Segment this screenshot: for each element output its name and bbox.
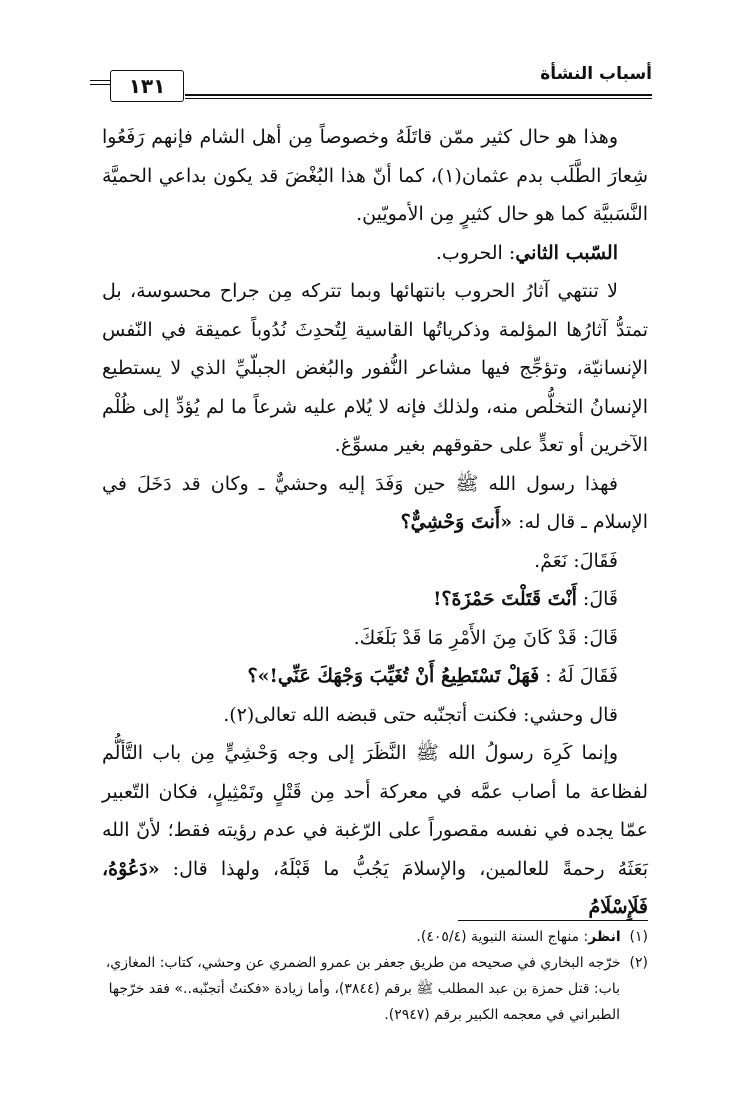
dialogue-line: فَقَالَ: نَعَمْ.: [534, 549, 618, 572]
paragraph: [102, 234, 648, 273]
dialogue-speaker: فَقَالَ لَهُ :: [539, 665, 618, 687]
footnote-number: (١): [629, 929, 648, 945]
footnote: [102, 924, 648, 950]
hadith-quote: فَهَلْ تَسْتَطِيعُ أَنْ تُغَيِّبَ وَجْهَكَ عَنِّي!»؟: [247, 665, 540, 687]
paragraph: [102, 734, 648, 927]
dialogue-line: [102, 580, 648, 619]
dialogue-line: قَالَ: قَدْ كَانَ مِنَ الأَمْرِ مَا قَدْ بَلَغَكَ.: [353, 626, 618, 649]
footnote-label: انظر: [588, 929, 621, 945]
paragraph: [102, 465, 648, 542]
dialogue-line: [102, 657, 648, 696]
section-label: السّبب الثاني: [515, 241, 618, 264]
narration-text: وإنما كَرِهَ رسولُ الله ﷺ النَّظَرَ إلى وجه وَحْشِيٍّ مِن باب التَّألُّم لفظاعة ما أصاب عمَّه في معركة أحد مِن قَتْلٍ وتَمْثِيلٍ، فكان التّعبير عمّا يجده في نفسه مقصوراً على الرّغبة في عدم رؤيته فقط؛ لأنّ الله بَعَثَهُ رحمةً للعالمين، والإسلامَ يَجُبُّ ما قَبْلَهُ، ولهذا قال:: [102, 742, 648, 880]
running-header: [90, 64, 652, 104]
footnote-separator: [458, 920, 648, 921]
paragraph: وهذا هو حال كثير ممّن قاتَلَهُ وخصوصاً مِن أهل الشام فإنهم رَفَعُوا شِعارَ الطَّلَب بدم عثمان(١)، كما أنّ هذا البُغْضَ قد يكون بداعي الحميَّة النَّسَبيَّة كما هو حال كثيرٍ مِن الأمويّين.: [102, 126, 649, 225]
footnotes: [102, 924, 648, 1028]
section-text: : الحروب.: [435, 241, 516, 264]
hadith-quote: أَنْتَ قَتَلْتَ حَمْزَةَ؟!: [433, 588, 577, 610]
narration-text: فهذا رسول الله ﷺ حين وَفَدَ إليه وحشيٌّ ـ وكان قد دَخَلَ في الإسلام ـ قال له:: [102, 472, 648, 533]
paragraph: لا تنتهي آثارُ الحروب بانتهائها وبما تتركه مِن جراح محسوسة، بل تمتدُّ آثارُها المؤلمة وذكرياتُها القاسية لِتُحدِثَ نُدُوباً عميقة في النّفس الإنسانيّة، وتؤجِّج فيها مشاعر النُّفور والبُغض الجبلّيِّ الذي لا يستطيع الإنسانُ التخلُّص منه، ولذلك فإنه لا يُلام عليه شرعاً ما لم يُؤدِّ إلى ظُلْم الآخرين أو تعدٍّ على حقوقهم بغير مسوِّغ.: [102, 280, 648, 456]
footnote: [102, 950, 648, 1028]
dialogue-speaker: قَالَ:: [576, 588, 618, 610]
footnote-text: : منهاج السنة النبوية (٤٠٥/٤).: [416, 929, 589, 945]
page-number: ١٣١: [110, 70, 184, 102]
ornament-line: [90, 84, 110, 85]
footnote-number: (٢): [629, 955, 648, 971]
ornament-line: [90, 80, 110, 81]
main-text: [102, 118, 648, 927]
footnote-text: خرّجه البخاري في صحيحه من طريق جعفر بن عمرو الضمري عن وحشي، كتاب: المغازي، باب: قتل حمزة بن عبد المطلب ﷺ برقم (٣٨٤٤)، وأما زيادة «فكنتُ أتجنّبه..» فقد خرّجها الطبراني في معجمه الكبير برقم (٢٩٤٧).: [105, 955, 621, 1023]
hadith-quote: «دَعُوْهُ، فَلَإِسْلَامُ: [102, 857, 648, 918]
paragraph: قال وحشي: فكنت أتجنّبه حتى قبضه الله تعالى(٢).: [223, 703, 618, 726]
header-rule: [185, 94, 652, 96]
chapter-title: أسباب النشأة: [540, 64, 652, 84]
header-rule-thin: [185, 98, 652, 99]
hadith-quote: «أَنتَ وَحْشِيٌّ؟: [400, 511, 513, 533]
